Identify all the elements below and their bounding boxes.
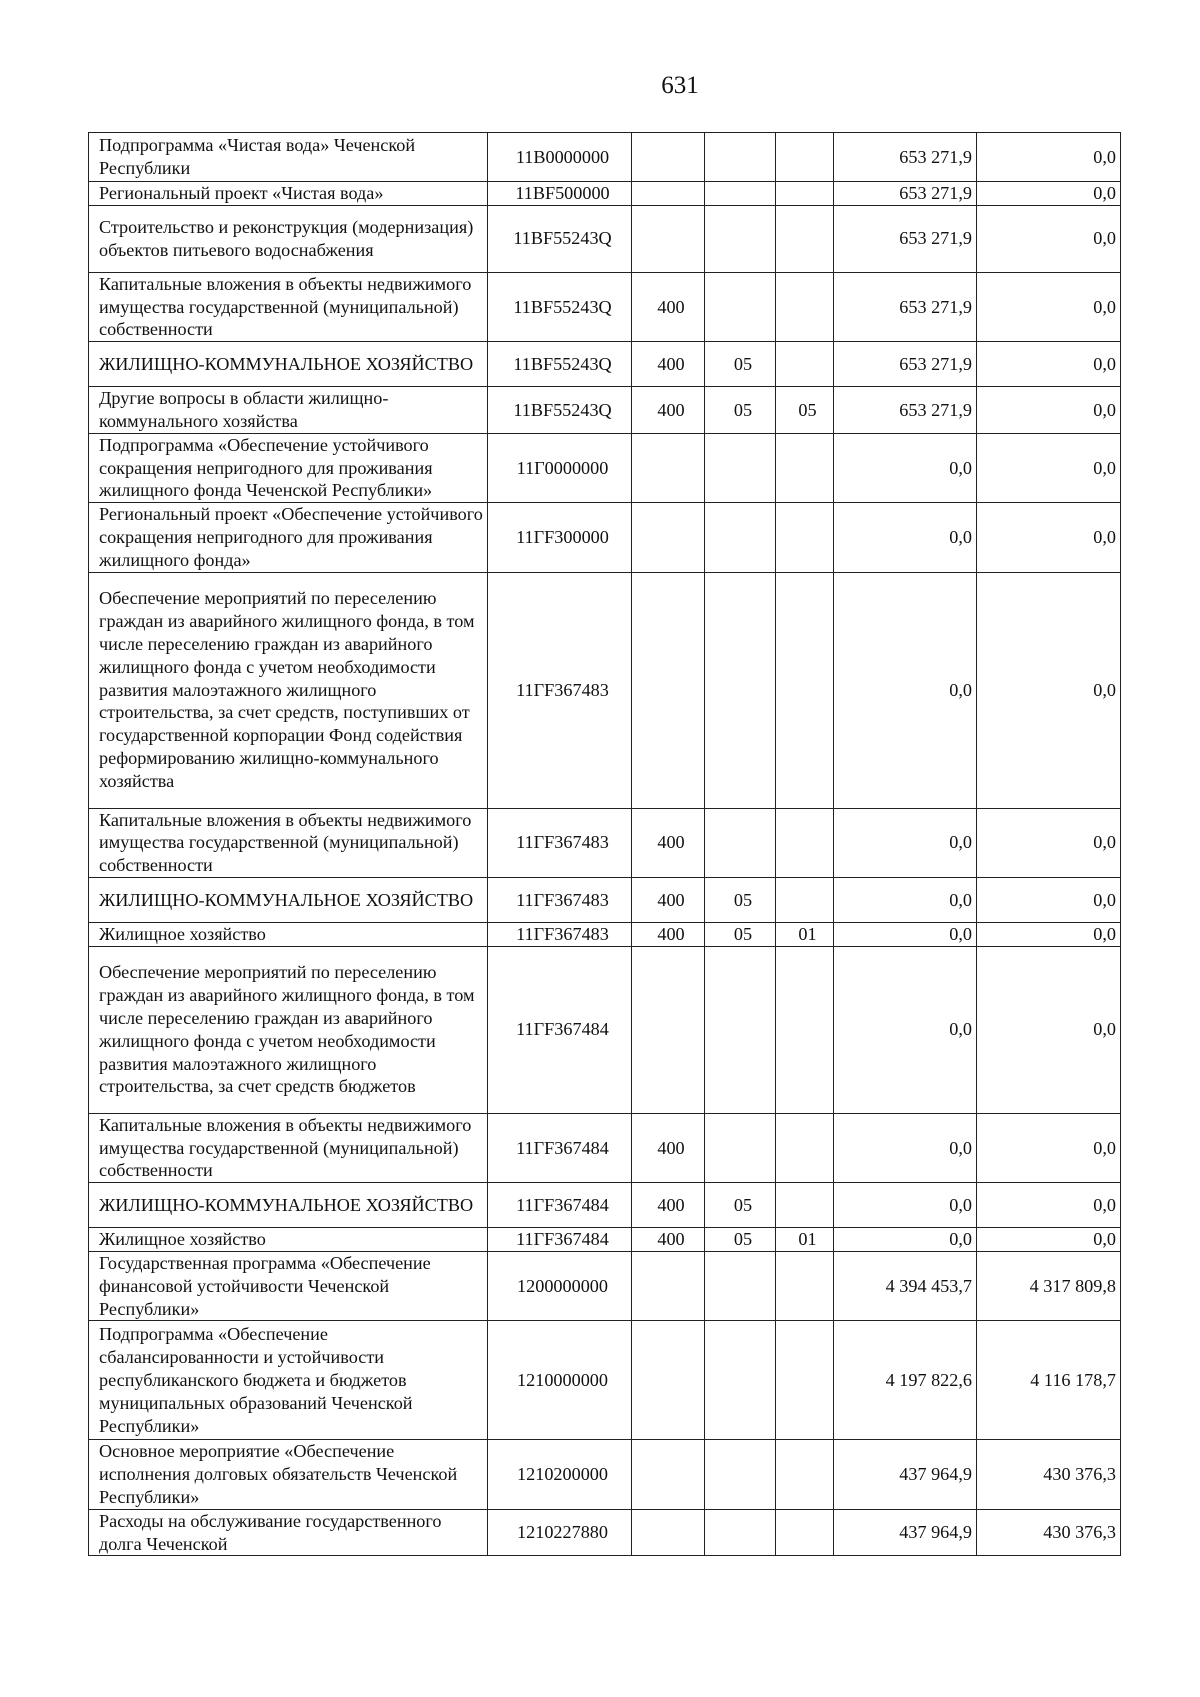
row-code: 11ГF367483 — [488, 572, 632, 808]
table-row — [89, 1440, 1121, 1509]
row-section — [705, 503, 776, 572]
row-amount-2: 0,0 — [977, 503, 1121, 572]
row-amount-2: 4 116 178,7 — [977, 1321, 1121, 1440]
row-section — [705, 1321, 776, 1440]
row-amount-2: 0,0 — [977, 572, 1121, 808]
row-code: 1210200000 — [488, 1440, 632, 1509]
row-subsection: 01 — [776, 1228, 834, 1252]
row-section — [705, 182, 776, 206]
row-amount-2: 0,0 — [977, 433, 1121, 502]
row-expense-type — [632, 572, 705, 808]
row-section: 05 — [705, 1228, 776, 1252]
table-row — [89, 342, 1121, 387]
row-section — [705, 433, 776, 502]
row-subsection — [776, 808, 834, 877]
row-amount-2: 0,0 — [977, 205, 1121, 272]
row-name: Обеспечение мероприятий по переселению граждан из аварийного жилищного фонда, в том числе переселению граждан из аварийного жилищного фонда с учетом необходимости развития малоэтажного жилищного строительства, за счет средств, поступивших от государственной корпорации Фонд содействия реформированию жилищно-коммунального хозяйства — [89, 572, 488, 808]
row-name: Подпрограмма «Обеспечение сбалансированности и устойчивости республиканского бюджета и бюджетов муниципальных образований Чеченской Республики» — [89, 1321, 488, 1440]
table-row — [89, 922, 1121, 946]
row-section — [705, 946, 776, 1113]
row-name: Другие вопросы в области жилищно-коммунального хозяйства — [89, 387, 488, 434]
row-subsection — [776, 133, 834, 182]
row-expense-type — [632, 205, 705, 272]
row-amount-1: 653 271,9 — [834, 342, 977, 387]
row-subsection: 05 — [776, 387, 834, 434]
table-row — [89, 433, 1121, 502]
row-subsection — [776, 272, 834, 341]
row-subsection — [776, 1251, 834, 1320]
row-amount-1: 0,0 — [834, 808, 977, 877]
row-subsection — [776, 205, 834, 272]
row-section — [705, 1113, 776, 1182]
row-name: Капитальные вложения в объекты недвижимого имущества государственной (муниципальной) собственности — [89, 1113, 488, 1182]
row-amount-1: 0,0 — [834, 572, 977, 808]
row-code: 11ГF367483 — [488, 808, 632, 877]
table-row — [89, 133, 1121, 182]
row-section: 05 — [705, 1183, 776, 1228]
row-amount-2: 4 317 809,8 — [977, 1251, 1121, 1320]
table-row — [89, 1509, 1121, 1556]
row-amount-1: 4 197 822,6 — [834, 1321, 977, 1440]
row-amount-2: 0,0 — [977, 1183, 1121, 1228]
row-name: Жилищное хозяйство — [89, 922, 488, 946]
table-row — [89, 205, 1121, 272]
row-expense-type: 400 — [632, 387, 705, 434]
row-section: 05 — [705, 922, 776, 946]
row-name: Капитальные вложения в объекты недвижимого имущества государственной (муниципальной) собственности — [89, 808, 488, 877]
row-name: Региональный проект «Обеспечение устойчивого сокращения непригодного для проживания жилищного фонда» — [89, 503, 488, 572]
row-amount-2: 0,0 — [977, 946, 1121, 1113]
row-amount-2: 430 376,3 — [977, 1440, 1121, 1509]
row-amount-2: 0,0 — [977, 808, 1121, 877]
table-row — [89, 1251, 1121, 1320]
row-name: Строительство и реконструкция (модернизация) объектов питьевого водоснабжения — [89, 205, 488, 272]
page-number: 631 — [661, 72, 699, 99]
row-amount-1: 0,0 — [834, 1183, 977, 1228]
row-amount-1: 437 964,9 — [834, 1509, 977, 1556]
row-amount-2: 0,0 — [977, 342, 1121, 387]
row-code: 1210000000 — [488, 1321, 632, 1440]
row-section — [705, 272, 776, 341]
row-code: 11BF500000 — [488, 182, 632, 206]
row-subsection — [776, 572, 834, 808]
row-code: 11BF55243Q — [488, 387, 632, 434]
row-subsection — [776, 946, 834, 1113]
row-code: 11BF55243Q — [488, 342, 632, 387]
table-row — [89, 1113, 1121, 1182]
row-expense-type: 400 — [632, 1183, 705, 1228]
row-name: Региональный проект «Чистая вода» — [89, 182, 488, 206]
row-expense-type — [632, 1440, 705, 1509]
row-amount-1: 0,0 — [834, 1228, 977, 1252]
row-name: Подпрограмма «Обеспечение устойчивого сокращения непригодного для проживания жилищного фонда Чеченской Республики» — [89, 433, 488, 502]
row-code: 11ГF367483 — [488, 922, 632, 946]
row-expense-type: 400 — [632, 342, 705, 387]
row-name: ЖИЛИЩНО-КОММУНАЛЬНОЕ ХОЗЯЙСТВО — [89, 877, 488, 922]
row-code: 11Г0000000 — [488, 433, 632, 502]
row-expense-type — [632, 503, 705, 572]
row-code: 11ГF367484 — [488, 946, 632, 1113]
table-row — [89, 877, 1121, 922]
table-row — [89, 272, 1121, 341]
row-name: Обеспечение мероприятий по переселению граждан из аварийного жилищного фонда, в том числе переселению граждан из аварийного жилищного фонда с учетом необходимости развития малоэтажного жилищного строительства, за счет средств бюджетов — [89, 946, 488, 1113]
row-name: Капитальные вложения в объекты недвижимого имущества государственной (муниципальной) собственности — [89, 272, 488, 341]
table-row — [89, 1183, 1121, 1228]
row-code: 1200000000 — [488, 1251, 632, 1320]
table-row — [89, 1228, 1121, 1252]
row-amount-2: 0,0 — [977, 272, 1121, 341]
row-amount-1: 653 271,9 — [834, 387, 977, 434]
row-amount-1: 653 271,9 — [834, 133, 977, 182]
row-subsection — [776, 1509, 834, 1556]
row-amount-1: 4 394 453,7 — [834, 1251, 977, 1320]
table-row — [89, 572, 1121, 808]
row-code: 1210227880 — [488, 1509, 632, 1556]
row-expense-type: 400 — [632, 808, 705, 877]
row-subsection: 01 — [776, 922, 834, 946]
row-subsection — [776, 503, 834, 572]
row-amount-1: 0,0 — [834, 503, 977, 572]
row-section — [705, 205, 776, 272]
row-amount-1: 0,0 — [834, 433, 977, 502]
row-code: 11В0000000 — [488, 133, 632, 182]
row-expense-type — [632, 1321, 705, 1440]
row-amount-2: 0,0 — [977, 922, 1121, 946]
row-code: 11BF55243Q — [488, 272, 632, 341]
row-name: ЖИЛИЩНО-КОММУНАЛЬНОЕ ХОЗЯЙСТВО — [89, 342, 488, 387]
row-expense-type: 400 — [632, 1113, 705, 1182]
row-subsection — [776, 342, 834, 387]
row-name: Жилищное хозяйство — [89, 1228, 488, 1252]
row-name: Основное мероприятие «Обеспечение исполнения долговых обязательств Чеченской Республики» — [89, 1440, 488, 1509]
row-section — [705, 1440, 776, 1509]
row-section: 05 — [705, 877, 776, 922]
row-code: 11BF55243Q — [488, 205, 632, 272]
row-subsection — [776, 433, 834, 502]
row-section — [705, 808, 776, 877]
row-expense-type — [632, 946, 705, 1113]
row-expense-type — [632, 1509, 705, 1556]
row-amount-2: 0,0 — [977, 133, 1121, 182]
row-amount-1: 437 964,9 — [834, 1440, 977, 1509]
row-expense-type — [632, 1251, 705, 1320]
row-name: Подпрограмма «Чистая вода» Чеченской Республики — [89, 133, 488, 182]
row-code: 11ГF367484 — [488, 1113, 632, 1182]
row-expense-type — [632, 182, 705, 206]
row-expense-type: 400 — [632, 922, 705, 946]
row-amount-2: 0,0 — [977, 387, 1121, 434]
row-amount-1: 0,0 — [834, 1113, 977, 1182]
row-name: Расходы на обслуживание государственного долга Чеченской — [89, 1509, 488, 1556]
row-subsection — [776, 1183, 834, 1228]
row-amount-2: 0,0 — [977, 1113, 1121, 1182]
row-amount-1: 0,0 — [834, 922, 977, 946]
row-amount-2: 0,0 — [977, 182, 1121, 206]
row-subsection — [776, 1113, 834, 1182]
row-amount-2: 430 376,3 — [977, 1509, 1121, 1556]
row-subsection — [776, 1321, 834, 1440]
row-subsection — [776, 182, 834, 206]
row-code: 11ГF300000 — [488, 503, 632, 572]
row-subsection — [776, 877, 834, 922]
row-section — [705, 1509, 776, 1556]
row-subsection — [776, 1440, 834, 1509]
row-amount-1: 0,0 — [834, 877, 977, 922]
table-row — [89, 808, 1121, 877]
row-code: 11ГF367483 — [488, 877, 632, 922]
row-amount-1: 653 271,9 — [834, 272, 977, 341]
table-row — [89, 182, 1121, 206]
row-expense-type: 400 — [632, 1228, 705, 1252]
row-amount-1: 653 271,9 — [834, 205, 977, 272]
table-row — [89, 1321, 1121, 1440]
table-row — [89, 946, 1121, 1113]
table-row — [89, 503, 1121, 572]
row-section — [705, 133, 776, 182]
row-expense-type — [632, 133, 705, 182]
row-section: 05 — [705, 342, 776, 387]
row-amount-2: 0,0 — [977, 1228, 1121, 1252]
row-code: 11ГF367484 — [488, 1183, 632, 1228]
table-row — [89, 387, 1121, 434]
row-code: 11ГF367484 — [488, 1228, 632, 1252]
row-amount-2: 0,0 — [977, 877, 1121, 922]
budget-table — [88, 132, 1121, 1556]
row-section: 05 — [705, 387, 776, 434]
row-expense-type: 400 — [632, 877, 705, 922]
row-amount-1: 0,0 — [834, 946, 977, 1113]
row-section — [705, 572, 776, 808]
row-amount-1: 653 271,9 — [834, 182, 977, 206]
row-name: ЖИЛИЩНО-КОММУНАЛЬНОЕ ХОЗЯЙСТВО — [89, 1183, 488, 1228]
row-section — [705, 1251, 776, 1320]
row-name: Государственная программа «Обеспечение финансовой устойчивости Чеченской Республики» — [89, 1251, 488, 1320]
row-expense-type — [632, 433, 705, 502]
row-expense-type: 400 — [632, 272, 705, 341]
